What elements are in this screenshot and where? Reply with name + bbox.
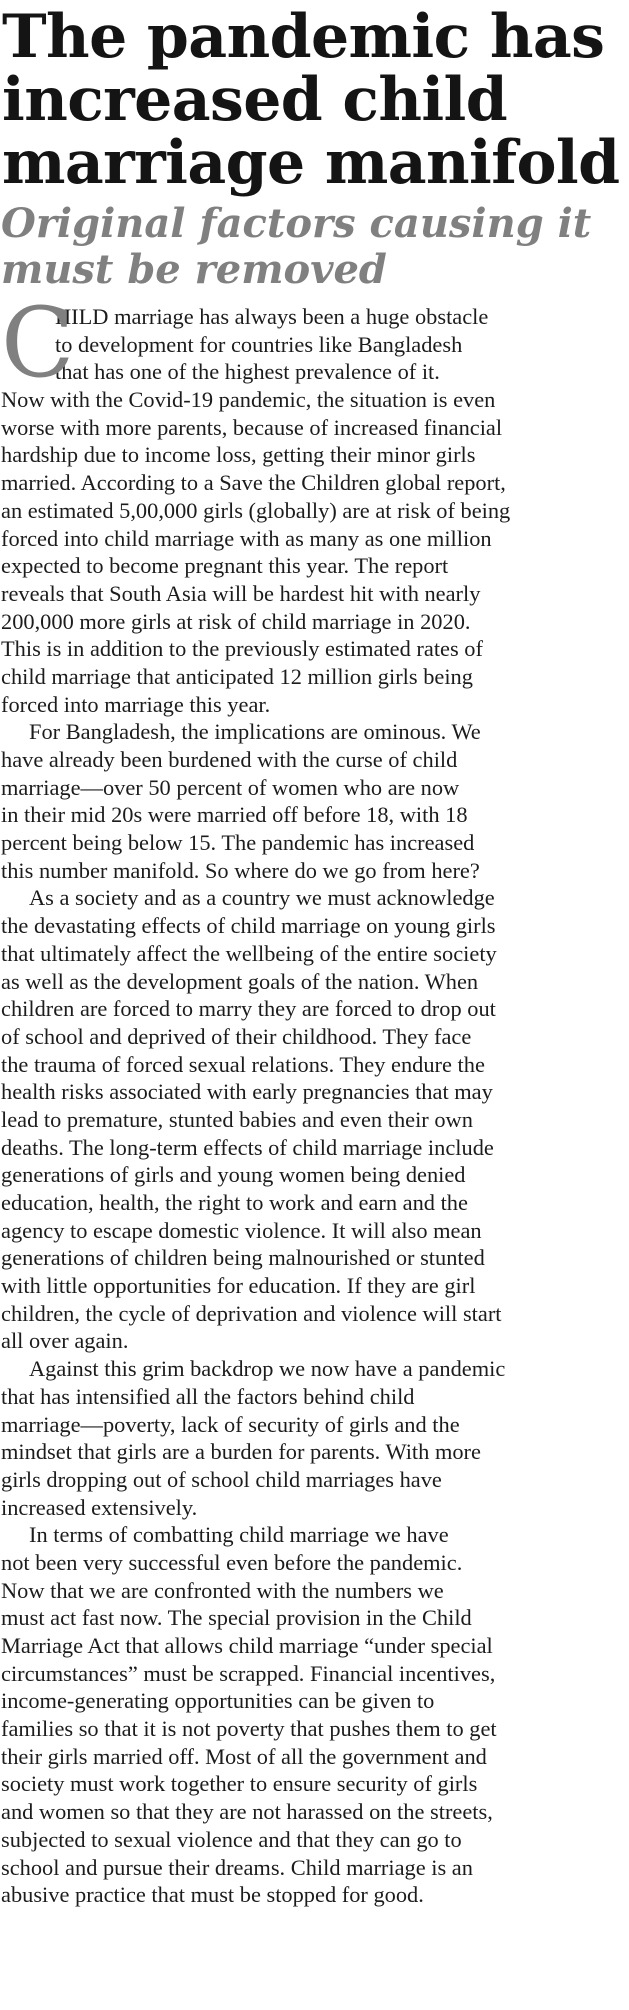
text-line: marriage—over 50 percent of women who are now	[1, 774, 460, 800]
text-line: lead to premature, stunted babies and even their own	[1, 1106, 473, 1132]
text-line: an estimated 5,00,000 girls (globally) are at risk of being	[1, 497, 511, 523]
text-line: must act fast now. The special provision in the Child	[1, 1605, 472, 1631]
text-line: circumstances” must be scrapped. Financial incentives,	[1, 1660, 496, 1686]
text-line: reveals that South Asia will be hardest hit with nearly	[1, 580, 481, 606]
text-line: this number manifold. So where do we go from here?	[1, 857, 480, 883]
text-line: This is in addition to the previously estimated rates of	[1, 636, 483, 662]
text-line: As a society and as a country we must acknowledge	[29, 885, 495, 911]
text-line: that ultimately affect the wellbeing of the entire society	[1, 940, 497, 966]
text-line: Marriage Act that allows child marriage “under special	[1, 1633, 493, 1658]
text-line: girls dropping out of school child marriages have	[1, 1466, 442, 1492]
text-line: to development for countries like Bangladesh	[55, 331, 463, 357]
headline: The pandemic has increased child marriage manifold	[2, 2, 620, 198]
text-line: in their mid 20s were married off before 18, with 18	[1, 802, 468, 828]
article-body	[0, 287, 629, 1909]
text-line: of school and deprived of their childhood. They face	[1, 1023, 472, 1049]
text-line: For Bangladesh, the implications are ominous. We	[29, 719, 481, 745]
text-line: percent being below 15. The pandemic has increased	[1, 830, 475, 856]
paragraph-2	[1, 718, 629, 884]
text-line: their girls married off. Most of all the government and	[1, 1743, 487, 1769]
text-line: school and pursue their dreams. Child marriage is an	[1, 1854, 473, 1880]
text-line: mindset that girls are a burden for parents. With more	[1, 1439, 481, 1465]
paragraph-1	[1, 287, 629, 718]
text-line: agency to escape domestic violence. It will also mean	[1, 1217, 482, 1243]
text-line: subjected to sexual violence and that they can go to	[1, 1826, 462, 1852]
paragraph-3	[1, 884, 629, 1355]
subheadline: Original factors causing it must be removed	[1, 200, 592, 293]
text-line: HILD marriage has always been a huge obstacle	[55, 304, 489, 329]
text-line: deaths. The long-term effects of child marriage include	[1, 1134, 494, 1160]
text-line: children are forced to marry they are forced to drop out	[1, 996, 496, 1022]
text-line: that has intensified all the factors behind child	[1, 1383, 415, 1409]
text-line: abusive practice that must be stopped for good.	[1, 1882, 424, 1908]
text-line: marriage—poverty, lack of security of girls and the	[1, 1411, 460, 1437]
text-line: forced into child marriage with as many as one million	[1, 525, 492, 551]
text-line: society must work together to ensure security of girls	[1, 1771, 478, 1797]
text-line: income-generating opportunities can be given to	[1, 1688, 435, 1714]
text-line: married. According to a Save the Children global report,	[1, 470, 506, 496]
drop-cap: C	[1, 287, 75, 399]
text-line: have already been burdened with the curse of child	[1, 747, 458, 772]
paragraph-4	[1, 1355, 629, 1521]
text-line: families so that it is not poverty that pushes them to get	[1, 1716, 497, 1742]
text-line: Against this grim backdrop we now have a pandemic	[29, 1356, 506, 1382]
text-line: education, health, the right to work and earn and the	[1, 1190, 468, 1215]
text-line: forced into marriage this year.	[1, 691, 271, 717]
text-line: worse with more parents, because of increased financial	[1, 414, 503, 440]
text-line: increased extensively.	[1, 1494, 198, 1520]
text-line: hardship due to income loss, getting their minor girls	[1, 442, 476, 468]
text-line: as well as the development goals of the nation. When	[1, 968, 479, 994]
text-line: that has one of the highest prevalence of it.	[55, 359, 440, 385]
paragraph-5	[1, 1521, 629, 1909]
text-line: 200,000 more girls at risk of child marriage in 2020.	[1, 608, 471, 634]
text-line: child marriage that anticipated 12 million girls being	[1, 663, 473, 689]
text-line: In terms of combatting child marriage we have	[29, 1522, 449, 1548]
text-line: health risks associated with early pregnancies that may	[1, 1079, 493, 1105]
text-line: the devastating effects of child marriage on young girls	[1, 913, 496, 939]
text-line: children, the cycle of deprivation and violence will start	[1, 1300, 502, 1326]
text-line: Now that we are confronted with the numbers we	[1, 1577, 444, 1603]
text-line: all over again.	[1, 1328, 129, 1354]
text-line: expected to become pregnant this year. The report	[1, 553, 449, 579]
text-line: generations of girls and young women being denied	[1, 1162, 466, 1188]
text-line: Now with the Covid-19 pandemic, the situation is even	[1, 387, 496, 413]
text-line: generations of children being malnourished or stunted	[1, 1245, 485, 1271]
text-line: with little opportunities for education. If they are girl	[1, 1273, 476, 1299]
text-line: the trauma of forced sexual relations. They endure the	[1, 1051, 485, 1077]
text-line: not been very successful even before the pandemic.	[1, 1549, 463, 1575]
text-line: and women so that they are not harassed on the streets,	[1, 1799, 493, 1825]
